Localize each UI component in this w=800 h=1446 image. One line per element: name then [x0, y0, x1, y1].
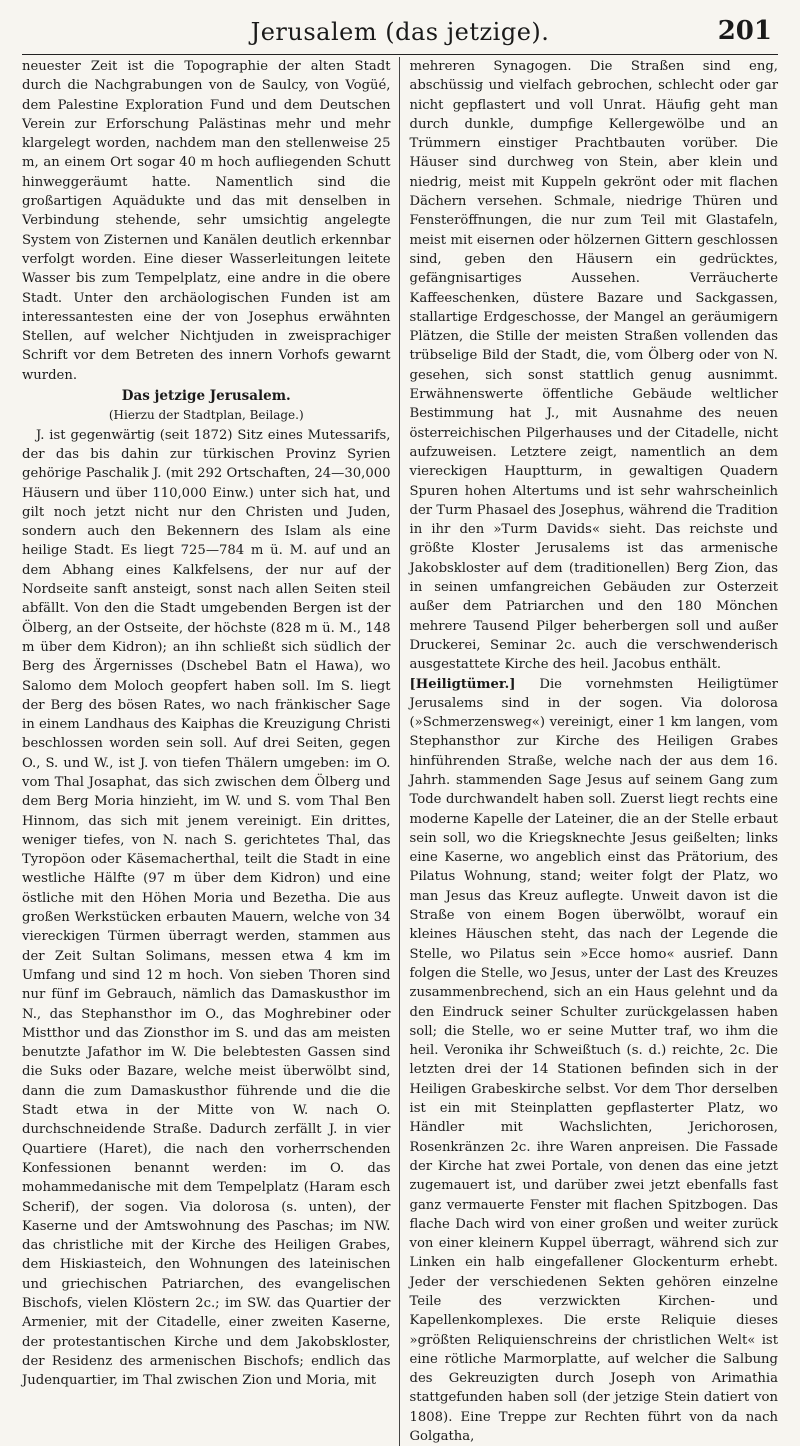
left-column [22, 57, 400, 1446]
keyword-heiligtuemer: [Heiligtümer.] [410, 677, 516, 692]
running-title: Jerusalem (das jetzige). [22, 18, 778, 46]
sanctuaries-text: Die vornehmsten Heiligtümer Jerusalems sind in der sogen. Via dolorosa (»Schmerzensweg«) vereinigt, einer 1 km langen, vom Stephansthor zur Kirche des Heiligen Grabes hinführenden Straße, welche nach der aus dem 16. Jahrh. stammenden Sage Jesus auf seinem Gang zum Tode durchwandelt haben soll. Zuerst liegt rechts eine moderne Kapelle der Lateiner, die an der Stelle erbaut sein soll, wo die Kriegsknechte Jesus geißelten; links eine Kaserne, wo angeblich einst das Prätorium, des Pilatus Wohnung, stand; weiter folgt der Platz, wo man Jesus das Kreuz auflegte. Unweit davon ist die Straße von einem Bogen überwölbt, worauf ein kleines Häuschen steht, das nach der Legende die Stelle, wo Pilatus sein »Ecce homo« ausrief. Dann folgen die Stelle, wo Jesus, unter der Last des Kreuzes zusammenbrechend, sich an ein Haus gelehnt und da den Eindruck seiner Schulter zurückgelassen haben soll; die Stelle, wo er seine Mutter traf, wo ihm die heil. Veronika ihr Schweißtuch (s. d.) reichte, 2c. Die letzten drei der 14 Stationen befinden sich in der Heiligen Grabeskirche selbst. Vor dem Thor derselben ist ein mit Steinplatten gepflasterter Platz, wo Händler mit Wachslichten, Jerichorosen, Rosenkränzen 2c. ihre Waren anpreisen. Die Fassade der Kirche hat zwei Portale, von denen das eine jetzt zugemauert ist, und darüber zwei jetzt ebenfalls fast ganz vermauerte Fenster mit flachen Spitzbogen. Das flache Dach wird von einer großen und weiter zurück von einer kleinern Kuppel überragt, während sich zur Linken ein halb eingefallener Glockenturm erhebt. Jeder der verschiedenen Sekten gehören einzelne Teile des verzwickten Kirchen- und Kapellenkomplexes. Die erste Reliquie dieses »größten Reliquienschreins der christlichen Welt« ist eine rötliche Marmorplatte, auf welcher die Salbung des Gekreuzigten durch Joseph von Arimathia stattgefunden haben soll (der jetzige Stein datiert von 1808). Eine Treppe zur Rechten führt von da nach Golgatha, [410, 677, 779, 1445]
right-column [400, 57, 779, 1446]
paragraph-streets: mehreren Synagogen. Die Straßen sind eng, abschüssig und vielfach gebrochen, schlecht oder gar nicht gepflastert und voll Unrat. Häufig geht man durch dunkle, dumpfige Kellergewölbe und an Trümmern einstiger Prachtbauten vorüber. Die Häuser sind durchweg von Stein, aber klein und niedrig, meist mit Kuppeln gekrönt oder mit flachen Dächern versehen. Schmale, niedrige Thüren und Fensteröffnungen, die nur zum Teil mit Glastafeln, meist mit eisernen oder hölzernen Gittern geschlossen sind, geben den Häusern ein gedrücktes, gefängnisartiges Aussehen. Verräucherte Kaffeeschenken, düstere Bazare und Sackgassen, stallartige Erdgeschosse, der Mangel an geräumigern Plätzen, die Stille der meisten Straßen vollenden das trübselige Bild der Stadt, die, vom Ölberg oder von N. gesehen, sich sonst stattlich genug ausnimmt. Erwähnenswerte öffentliche Gebäude weltlicher Bestimmung hat J., mit Ausnahme des neuen österreichischen Pilgerhauses und der Citadelle, nicht aufzuweisen. Letztere zeigt, namentlich an dem viereckigen Hauptturm, in gewaltigen Quadern Spuren hohen Altertums und ist sehr wahrscheinlich der Turm Phasael des Josephus, während die Tradition in ihr den »Turm Davids« sieht. Das reichste und größte Kloster Jerusalems ist das armenische Jakobskloster auf dem (traditionellen) Berg Zion, das in seinen umfangreichen Gebäuden zur Osterzeit außer dem Patriarchen und den 180 Mönchen mehrere Tausend Pilger beherbergen soll und außer Druckerei, Seminar 2c. auch die verschwenderisch ausgestattete Kirche des heil. Jacobus enthält. [410, 57, 779, 675]
section-heading: Das jetzige Jerusalem. [22, 387, 391, 406]
paragraph-present-city: J. ist gegenwärtig (seit 1872) Sitz eines Mutessarifs, der das bis dahin zur türkischen Provinz Syrien gehörige Paschalik J. (mit 292 Ortschaften, 24—30,000 Häusern und über 110,000 Einw.) unter sich hat, und gilt noch jetzt nicht nur den Christen und Juden, sondern auch den Bekennern des Islam als eine heilige Stadt. Es liegt 725—784 m ü. M. auf und an dem Abhang eines Kalkfelsens, der nur auf der Nordseite sanft ansteigt, sonst nach allen Seiten steil abfällt. Von den die Stadt umgebenden Bergen ist der Ölberg, an der Ostseite, der höchste (828 m ü. M., 148 m über dem Kidron); an ihn schließt sich südlich der Berg des Ärgernisses (Dschebel Batn el Hawa), wo Salomo dem Moloch geopfert haben soll. Im S. liegt der Berg des bösen Rates, wo nach fränkischer Sage in einem Landhaus des Kaiphas die Kreuzigung Christi beschlossen worden sein soll. Auf drei Seiten, gegen O., S. und W., ist J. von tiefen Thälern umgeben: im O. vom Thal Josaphat, das sich zwischen dem Ölberg und dem Berg Moria hinzieht, im W. und S. vom Thal Ben Hinnom, das sich mit jenem vereinigt. Ein drittes, weniger tiefes, von N. nach S. gerichtetes Thal, das Tyropöon oder Käsemacherthal, teilt die Stadt in eine westliche Hälfte (97 m über dem Kidron) und eine östliche mit den Höhen Moria und Bezetha. Die aus großen Werkstücken erbauten Mauern, welche von 34 viereckigen Türmen überragt werden, stammen aus der Zeit Sultan Solimans, messen etwa 4 km im Umfang und sind 12 m hoch. Von sieben Thoren sind nur fünf im Gebrauch, nämlich das Damaskusthor im N., das Stephansthor im O., das Moghrebiner oder Mistthor und das Zionsthor im S. und das am meisten benutzte Jafathor im W. Die belebtesten Gassen sind die Suks oder Bazare, welche meist überwölbt sind, dann die zum Damaskusthor führende und die die Stadt etwa in der Mitte von W. nach O. durchschneidende Straße. Dadurch zerfällt J. in vier Quartiere (Haret), die nach den vorherrschenden Konfessionen benannt werden: im O. das mohammedanische mit dem Tempelplatz (Haram esch Scherif), der sogen. Via dolorosa (s. unten), der Kaserne und der Amtswohnung des Paschas; im NW. das christliche mit der Kirche des Heiligen Grabes, dem Hiskiasteich, den Wohnungen des lateinischen und griechischen Patriarchen, des evangelischen Bischofs, vielen Klöstern 2c.; im SW. das Quartier der Armenier, mit der Citadelle, einer zweiten Kaserne, der protestantischen Kirche und dem Jakobskloster, der Residenz des armenischen Bischofs; endlich das Judenquartier, im Thal zwischen Zion und Moria, mit [22, 426, 391, 1391]
section-subheading: (Hierzu der Stadtplan, Beilage.) [22, 406, 391, 425]
page-number: 201 [718, 16, 772, 46]
paragraph-topography: neuester Zeit ist die Topographie der alten Stadt durch die Nachgrabungen von de Saulcy, von Vogüé, dem Palestine Exploration Fund und dem Deutschen Verein zur Erforschung Palästinas mehr und mehr klargelegt worden, nachdem man den stellenweise 25 m, an einem Ort sogar 40 m hoch aufliegenden Schutt hinweggeräumt hatte. Namentlich sind die großartigen Aquädukte und das mit denselben in Verbindung stehende, sehr umsichtig angelegte System von Zisternen und Kanälen deutlich erkennbar verfolgt worden. Eine dieser Wasserleitungen leitete Wasser bis zum Tempelplatz, eine andre in die obere Stadt. Unter den archäologischen Funden ist am interessantesten eine der von Josephus erwähnten Stellen, auf welcher Nichtjuden in zweisprachiger Schrift vor dem Betreten des innern Vorhofs gewarnt wurden. [22, 57, 391, 385]
text-columns [22, 57, 778, 1446]
paragraph-sanctuaries [410, 675, 779, 1446]
page-header [22, 14, 778, 55]
